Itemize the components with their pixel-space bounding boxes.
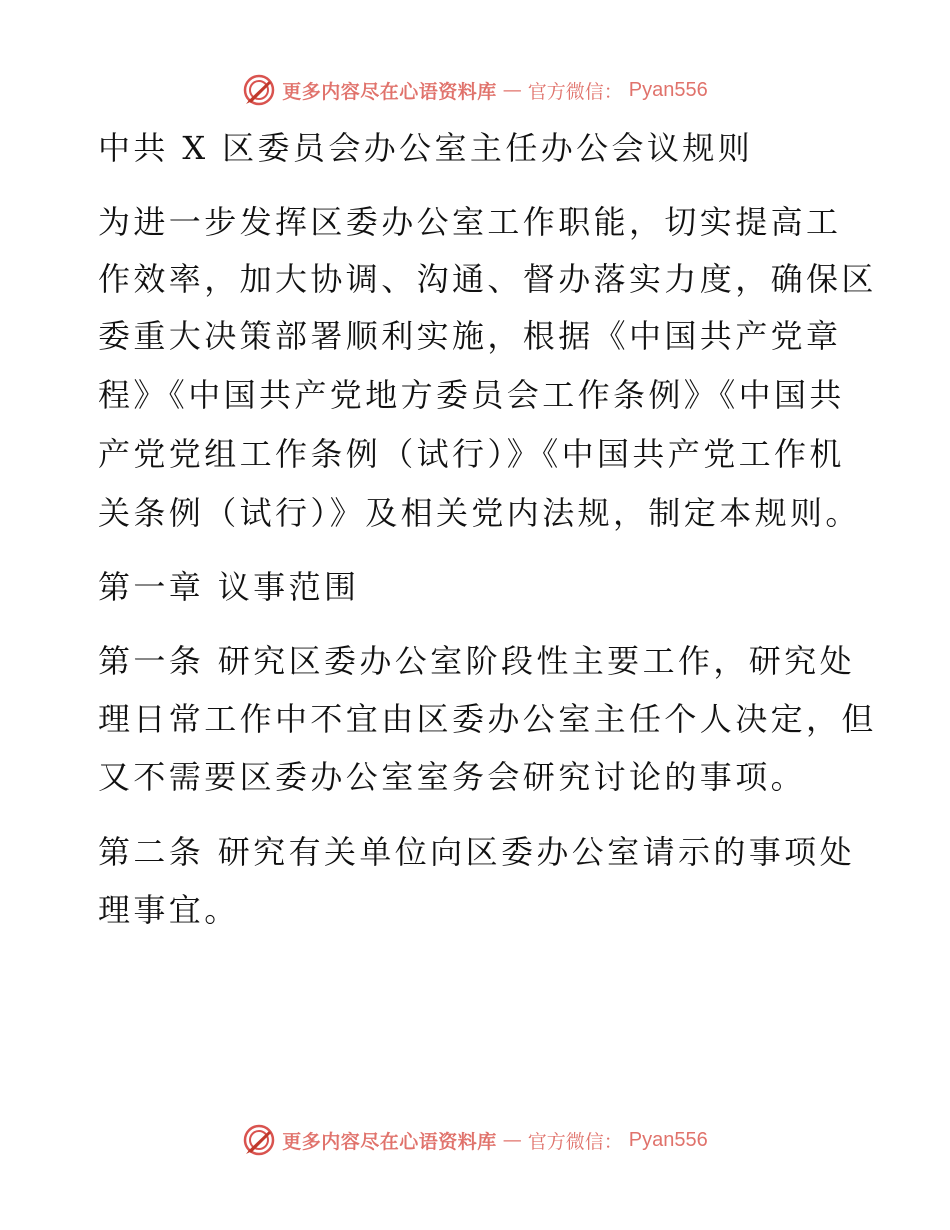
intro-line: 产党党组工作条例（试行）》《中国共产党工作机 (98, 435, 845, 473)
header-wechat-label: 官方微信： (527, 80, 623, 103)
intro-line: 委重大决策部署顺利实施，根据《中国共产党章 (98, 317, 842, 355)
logo-icon (242, 1123, 276, 1157)
document-title: 中共 X 区委员会办公室主任办公会议规则 (98, 129, 754, 167)
header-slogan: 更多内容尽在心语资料库 (282, 80, 497, 103)
footer-slogan: 更多内容尽在心语资料库 (282, 1130, 497, 1153)
footer-wechat-label: 官方微信： (527, 1130, 623, 1153)
article-line: 第二条 研究有关单位向区委办公室请示的事项处 (98, 833, 855, 871)
header-separator: — (502, 79, 522, 101)
footer-banner (0, 1120, 950, 1160)
header-banner (0, 70, 950, 110)
intro-line: 为进一步发挥区委办公室工作职能，切实提高工 (98, 203, 842, 241)
intro-line: 关条例（试行）》及相关党内法规，制定本规则。 (98, 494, 861, 532)
footer-separator: — (502, 1129, 522, 1151)
article-line: 第一条 研究区委办公室阶段性主要工作，研究处 (98, 642, 855, 680)
header-banner-content (242, 73, 708, 107)
footer-banner-content (242, 1123, 708, 1157)
article-line: 理事宜。 (98, 891, 240, 929)
intro-line: 程》《中国共产党地方委员会工作条例》《中国共 (98, 376, 845, 414)
article-line: 又不需要区委办公室室务会研究讨论的事项。 (98, 758, 807, 796)
article-line: 理日常工作中不宜由区委办公室主任个人决定，但 (98, 700, 877, 738)
logo-icon (242, 73, 276, 107)
chapter-heading: 第一章 议事范围 (98, 568, 360, 606)
footer-wechat-id: Pyan556 (628, 1128, 708, 1151)
header-wechat-id: Pyan556 (628, 78, 708, 101)
intro-line: 作效率，加大协调、沟通、督办落实力度，确保区 (98, 260, 877, 298)
